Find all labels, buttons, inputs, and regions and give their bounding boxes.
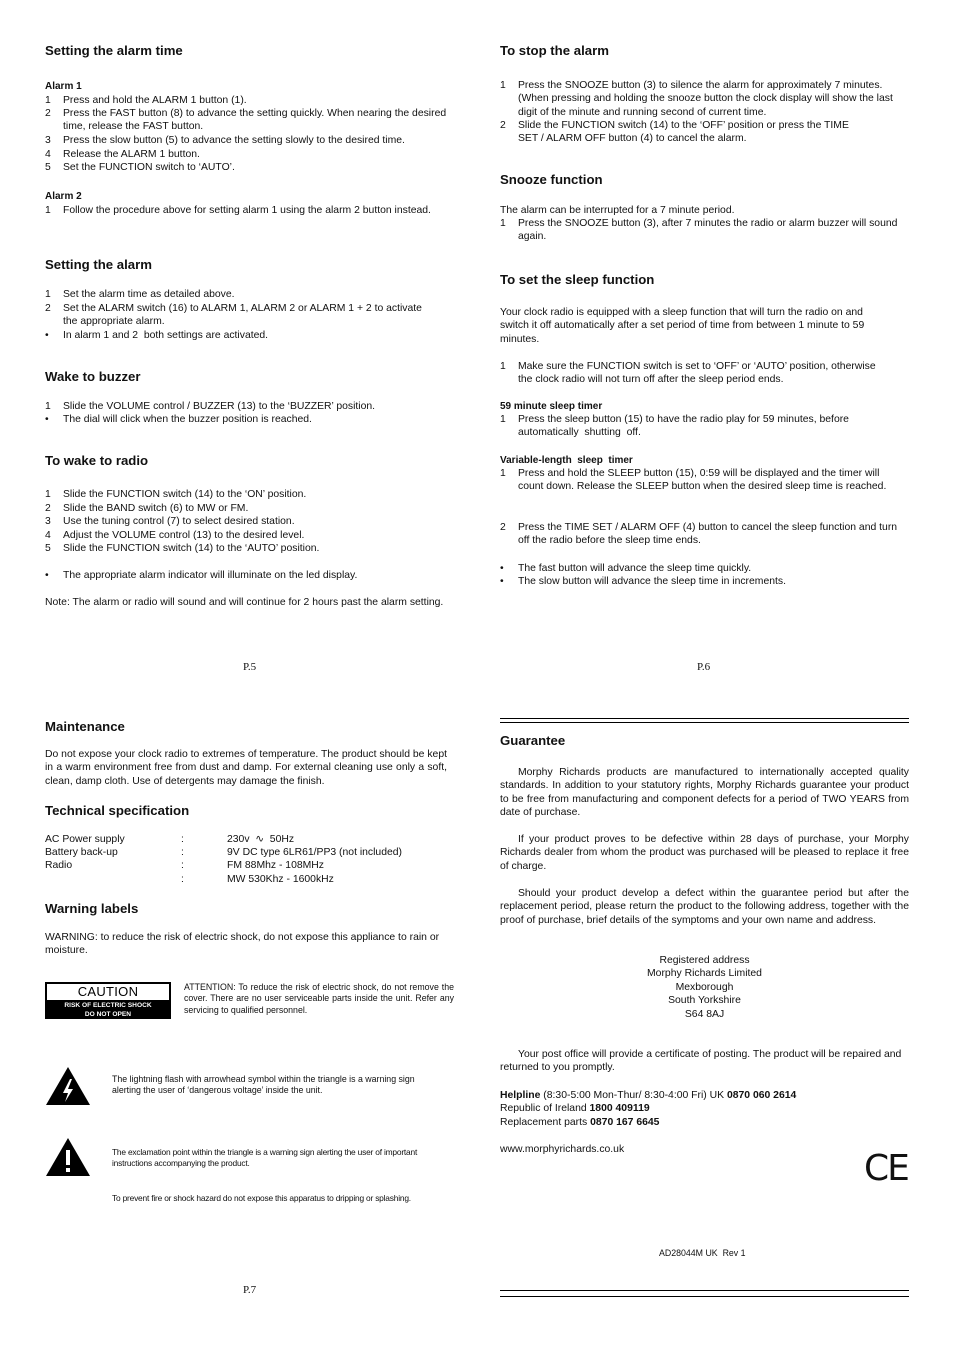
- spec-value: 230v ∿ 50Hz: [227, 834, 295, 845]
- spec-row: [45, 833, 445, 846]
- helpline-number: 0870 060 2614: [726, 1090, 797, 1101]
- helpline-hours: (8:30-5:00 Mon-Thur/ 8:30-4:00 Fri) UK: [540, 1090, 727, 1101]
- list-item: 3 Use the tuning control (7) to select desired station.: [45, 516, 295, 527]
- heading-setting-alarm-time: Setting the alarm time: [45, 43, 183, 58]
- page-number: P.7: [243, 1284, 257, 1296]
- list-item: 1 Make sure the FUNCTION switch is set to ‘OFF’ or ‘AUTO’ position, otherwise the clock radio will not turn off after the sleep period ends.: [500, 361, 876, 386]
- exclamation-triangle-icon: [45, 1137, 91, 1177]
- divider: [500, 1296, 909, 1297]
- address-line: South Yorkshire: [668, 995, 741, 1007]
- caution-line-1: RISK OF ELECTRIC SHOCK: [64, 1002, 152, 1009]
- spec-sep: :: [181, 860, 184, 871]
- address-line: Registered address: [659, 955, 750, 966]
- roi-number: 1800 409119: [589, 1103, 650, 1114]
- page-6: [500, 44, 910, 664]
- note-text: Note: The alarm or radio will sound and will continue for 2 hours past the alarm setting.: [45, 597, 444, 608]
- list-item: 4 Release the ALARM 1 button.: [45, 149, 200, 160]
- heading-setting-alarm: Setting the alarm: [45, 257, 152, 272]
- spec-label: Battery back-up: [45, 847, 118, 858]
- list-item: 2 Press the FAST button (8) to advance the setting quickly. When nearing the desired time, release the FAST button.: [45, 108, 447, 133]
- parts-number: 0870 167 6645: [590, 1117, 660, 1128]
- heading-guarantee: Guarantee: [500, 733, 566, 748]
- list-item: • In alarm 1 and 2 both settings are activated.: [45, 330, 269, 341]
- spec-label: Radio: [45, 860, 73, 871]
- website-link[interactable]: www.morphyrichards.co.uk: [500, 1144, 625, 1155]
- heading-wake-to-buzzer: Wake to buzzer: [45, 369, 141, 384]
- address-line: Morphy Richards Limited: [647, 968, 762, 980]
- roi-label: Republic of Ireland: [500, 1103, 590, 1114]
- caution-label: [45, 982, 171, 1019]
- list-item: • The dial will click when the buzzer position is reached.: [45, 414, 312, 425]
- divider: [500, 1290, 909, 1291]
- heading-maintenance: Maintenance: [45, 719, 125, 734]
- caution-line-2: DO NOT OPEN: [84, 1011, 132, 1018]
- guarantee-para-3: Should your product develop a defect within the guarantee period but after the replacement period, please return the product to the following address, together with the proof of purchase, brief details of the symptoms and your own name and address.: [500, 888, 909, 926]
- heading-wake-to-radio: To wake to radio: [45, 453, 149, 468]
- roi-line: [500, 1102, 909, 1115]
- page-number: P.5: [243, 661, 257, 673]
- spec-sep: :: [181, 874, 184, 885]
- sleep-intro: Your clock radio is equipped with a sleep function that will turn the radio on and switch it off automatically after a set period of time from between 1 minute to 59 minutes.: [500, 307, 865, 345]
- guarantee-para-2: If your product proves to be defective within 28 days of purchase, your Morphy Richards dealer from whom the product was purchased will be pleased to replace it free of charge.: [500, 834, 909, 872]
- guarantee-para-1: Morphy Richards products are manufactured to internationally accepted quality standards. In addition to your statutory rights, Morphy Richards guarantee your product to be free from manufacturing and component defects for a period of TWO YEARS from date of purchase.: [500, 767, 909, 819]
- list-item: 1 Set the alarm time as detailed above.: [45, 289, 235, 300]
- parts-label: Replacement parts: [500, 1117, 591, 1128]
- list-item: 1 Slide the VOLUME control / BUZZER (13) to the ‘BUZZER’ position.: [45, 401, 376, 412]
- spec-label: AC Power supply: [45, 834, 125, 845]
- list-item: 3 Press the slow button (5) to advance the setting slowly to the desired time.: [45, 135, 405, 146]
- spec-sep: :: [181, 834, 184, 845]
- list-item: 1 Press and hold the SLEEP button (15), 0:59 will be displayed and the timer will count down. Release the SLEEP button when the desired sleep time is reached.: [500, 468, 887, 493]
- divider: [500, 722, 909, 723]
- lightning-text: The lightning flash with arrowhead symbol within the triangle is a warning sign alerting the user of ‘dangerous voltage’ inside the unit.: [112, 1074, 415, 1096]
- spec-row: [45, 846, 445, 859]
- list-item: • The appropriate alarm indicator will illuminate on the led display.: [45, 570, 358, 581]
- address-line: Mexborough: [675, 981, 734, 993]
- list-item: 5 Slide the FUNCTION switch (14) to the ‘AUTO’ position.: [45, 543, 320, 554]
- helpline-label: Helpline: [500, 1090, 541, 1101]
- list-item: 2 Press the TIME SET / ALARM OFF (4) button to cancel the sleep function and turn off the radio before the sleep time ends.: [500, 522, 898, 547]
- drip-text: To prevent fire or shock hazard do not expose this apparatus to dripping or splashing.: [112, 1193, 411, 1203]
- list-item: 1 Press the sleep button (15) to have the radio play for 59 minutes, before automatically shutting off.: [500, 414, 852, 439]
- page-number: P.6: [697, 661, 711, 673]
- maintenance-text: Do not expose your clock radio to extremes of temperature. The product should be kept in a warm environment free from dust and damp. For external cleaning use only a soft, clean, damp cloth. Use of detergents may damage the finish.: [45, 749, 447, 787]
- list-item: 5 Set the FUNCTION switch to ‘AUTO’.: [45, 162, 235, 173]
- spec-sep: :: [181, 847, 184, 858]
- caution-title: CAUTION: [47, 984, 169, 1000]
- subheading-alarm-1: Alarm 1: [45, 81, 82, 92]
- heading-sleep: To set the sleep function: [500, 272, 655, 287]
- address-block: [500, 954, 909, 1021]
- ce-mark-icon: CE: [864, 1148, 908, 1189]
- warning-text: WARNING: to reduce the risk of electric shock, do not expose this appliance to rain or moisture.: [45, 932, 440, 957]
- page-8: [500, 734, 910, 1274]
- heading-snooze: Snooze function: [500, 172, 603, 187]
- list-item: 1 Follow the procedure above for setting alarm 1 using the alarm 2 button instead.: [45, 205, 431, 216]
- list-item: • The fast button will advance the sleep time quickly.: [500, 563, 752, 574]
- exclamation-text: The exclamation point within the triangle is a warning sign alerting the user of important instructions accompanying the product.: [112, 1147, 418, 1169]
- list-item: 1 Slide the FUNCTION switch (14) to the ‘ON’ position.: [45, 489, 307, 500]
- page-5: [45, 44, 450, 664]
- list-item: 1 Press the SNOOZE button (3) to silence the alarm for approximately 7 minutes. (When pressing and holding the snooze button the clock display will show the last digit of the minute and running second of current time.: [500, 80, 893, 118]
- parts-line: [500, 1116, 909, 1129]
- list-item: • The slow button will advance the sleep time in increments.: [500, 576, 786, 587]
- helpline-line: [500, 1089, 909, 1102]
- spec-row: [45, 873, 445, 886]
- snooze-intro: The alarm can be interrupted for a 7 minute period.: [500, 205, 735, 216]
- list-item: 2 Slide the BAND switch (6) to MW or FM.: [45, 503, 249, 514]
- divider: [500, 718, 909, 719]
- subheading-alarm-2: Alarm 2: [45, 191, 82, 202]
- address-line: S64 8AJ: [684, 1008, 725, 1020]
- spec-value: 9V DC type 6LR61/PP3 (not included): [227, 847, 403, 858]
- list-item: 2 Slide the FUNCTION switch (14) to the ‘OFF’ position or press the TIME SET / ALARM OFF button (4) to cancel the alarm.: [500, 120, 849, 145]
- list-item: 4 Adjust the VOLUME control (13) to the desired level.: [45, 530, 305, 541]
- list-item: 1 Press the SNOOZE button (3), after 7 minutes the radio or alarm buzzer will sound again.: [500, 218, 898, 243]
- spec-value: FM 88Mhz - 108MHz: [227, 860, 325, 871]
- heading-tech-spec: Technical specification: [45, 803, 190, 818]
- heading-warning-labels: Warning labels: [45, 901, 139, 916]
- list-item: 2 Set the ALARM switch (16) to ALARM 1, ALARM 2 or ALARM 1 + 2 to activate the appropriate alarm.: [45, 303, 422, 328]
- lightning-triangle-icon: [45, 1066, 91, 1106]
- document-code: AD28044M UK Rev 1: [659, 1248, 746, 1258]
- attention-text: ATTENTION: To reduce the risk of electric shock, do not remove the cover. There are no user serviceable parts inside the unit. Refer any servicing to qualified personnel.: [184, 982, 454, 1015]
- heading-stop-alarm: To stop the alarm: [500, 43, 609, 58]
- subheading-variable-length: Variable-length sleep timer: [500, 455, 633, 466]
- subheading-59-minute: 59 minute sleep timer: [500, 401, 603, 412]
- list-item: 1 Press and hold the ALARM 1 button (1).: [45, 95, 247, 106]
- spec-row: [45, 859, 445, 872]
- spec-value: MW 530Khz - 1600kHz: [227, 874, 334, 885]
- guarantee-para-4: Your post office will provide a certificate of posting. The product will be repaired and returned to you promptly.: [500, 1049, 902, 1074]
